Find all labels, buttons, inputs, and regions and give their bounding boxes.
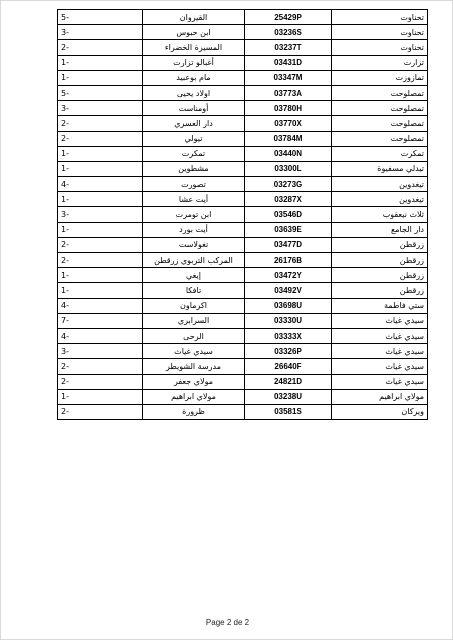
commune-cell: تمكرت [332,146,428,161]
establishment-cell: مام بوعبيد [143,70,245,85]
commune-cell: زرقطن [332,237,428,252]
establishment-cell: مشطوين [143,161,245,176]
count-cell: 3- [58,101,143,116]
establishment-cell: سيدي غياث [143,344,245,359]
code-cell: 03581S [245,404,332,419]
establishment-cell: اكرماون [143,298,245,313]
code-cell: 03773A [245,85,332,100]
commune-cell: تيغدوين [332,177,428,192]
commune-cell: زرقطن [332,253,428,268]
table-row [58,283,428,298]
establishment-cell: السرابري [143,313,245,328]
table-row [58,389,428,404]
table-row [58,70,428,85]
code-cell: 24821D [245,374,332,389]
commune-cell: ويركان [332,404,428,419]
establishment-cell: أغبالو تزارت [143,55,245,70]
establishment-cell: المركب التربوي زرقطن [143,253,245,268]
count-cell: 1- [58,146,143,161]
count-cell: 1- [58,192,143,207]
establishment-cell: تصورت [143,177,245,192]
code-cell: 25429P [245,10,332,25]
count-cell: 2- [58,131,143,146]
code-cell: 03639E [245,222,332,237]
code-cell: 03287X [245,192,332,207]
code-cell: 26176B [245,253,332,268]
establishment-cell: تافكا [143,283,245,298]
table-row [58,131,428,146]
table-row [58,328,428,343]
code-cell: 03300L [245,161,332,176]
count-cell: 2- [58,237,143,252]
code-cell: 03440N [245,146,332,161]
code-cell: 03238U [245,389,332,404]
establishment-cell: ابن حبوس [143,25,245,40]
code-cell: 03333X [245,328,332,343]
code-cell: 03347M [245,70,332,85]
code-cell: 03326P [245,344,332,359]
count-cell: 5- [58,10,143,25]
count-cell: 4- [58,298,143,313]
commune-cell: سيدي غياث [332,313,428,328]
code-cell: 03698U [245,298,332,313]
table-row [58,359,428,374]
establishment-cell: تغولاست [143,237,245,252]
establishment-cell: ابن تومرت [143,207,245,222]
count-cell: 1- [58,389,143,404]
count-cell: 3- [58,344,143,359]
establishment-cell: ظرورة [143,404,245,419]
commune-cell: تزارت [332,55,428,70]
code-cell: 03431D [245,55,332,70]
code-cell: 03492V [245,283,332,298]
count-cell: 7- [58,313,143,328]
table-row [58,85,428,100]
establishment-cell: تيولي [143,131,245,146]
commune-cell: تحناوت [332,25,428,40]
commune-cell: ستي فاطمة [332,298,428,313]
commune-cell: تيغدوين [332,192,428,207]
establishment-cell: أيت بورد [143,222,245,237]
count-cell: 2- [58,404,143,419]
code-cell: 03546D [245,207,332,222]
count-cell: 5- [58,85,143,100]
count-cell: 1- [58,268,143,283]
count-cell: 2- [58,359,143,374]
table-row [58,253,428,268]
table-row [58,25,428,40]
table-row [58,177,428,192]
commune-cell: دار الجامع [332,222,428,237]
table-row [58,10,428,25]
table-body [58,10,428,420]
establishment-cell: أيت عشا [143,192,245,207]
count-cell: 4- [58,177,143,192]
commune-cell: ثلاث نيعقوب [332,207,428,222]
count-cell: 2- [58,116,143,131]
establishment-cell: دار العسري [143,116,245,131]
code-cell: 03273G [245,177,332,192]
table-row [58,313,428,328]
code-cell: 03472Y [245,268,332,283]
table-row [58,237,428,252]
table-row [58,298,428,313]
table-row [58,101,428,116]
table-row [58,146,428,161]
commune-cell: سيدي غياث [332,359,428,374]
commune-cell: تمصلوحت [332,101,428,116]
establishment-cell: مولاي ابراهيم [143,389,245,404]
commune-cell: تحناوت [332,10,428,25]
establishment-cell: الرحى [143,328,245,343]
table-row [58,55,428,70]
commune-cell: تيدلي مسفيوة [332,161,428,176]
code-cell: 03770X [245,116,332,131]
commune-cell: سيدي غياث [332,328,428,343]
count-cell: 2- [58,253,143,268]
table-row [58,344,428,359]
page-footer: Page 2 de 2 [205,618,250,627]
count-cell: 1- [58,222,143,237]
results-table [57,9,428,420]
commune-cell: تحناوت [332,40,428,55]
code-cell: 03236S [245,25,332,40]
establishment-cell: أومناست [143,101,245,116]
code-cell: 03237T [245,40,332,55]
code-cell: 03330U [245,313,332,328]
table-row [58,374,428,389]
table-row [58,40,428,55]
establishment-cell: القيروان [143,10,245,25]
establishment-cell: اولاد يحيى [143,85,245,100]
table-row [58,222,428,237]
commune-cell: سيدي غياث [332,344,428,359]
commune-cell: تمصلوحت [332,85,428,100]
commune-cell: تمازوزت [332,70,428,85]
count-cell: 3- [58,207,143,222]
table-row [58,207,428,222]
table-row [58,192,428,207]
count-cell: 1- [58,161,143,176]
code-cell: 03780H [245,101,332,116]
count-cell: 1- [58,283,143,298]
code-cell: 03477D [245,237,332,252]
code-cell: 03784M [245,131,332,146]
commune-cell: تمصلوحت [332,131,428,146]
commune-cell: زرقطن [332,268,428,283]
establishment-cell: مولاي جعفر [143,374,245,389]
count-cell: 1- [58,55,143,70]
table-row [58,116,428,131]
count-cell: 4- [58,328,143,343]
table-row [58,161,428,176]
establishment-cell: مدرسة الشويطر [143,359,245,374]
commune-cell: مولاي ابراهيم [332,389,428,404]
count-cell: 1- [58,70,143,85]
count-cell: 2- [58,374,143,389]
establishment-cell: تمكرت [143,146,245,161]
code-cell: 26640F [245,359,332,374]
establishment-cell: إيغي [143,268,245,283]
table-row [58,268,428,283]
count-cell: 2- [58,40,143,55]
establishment-cell: المسيرة الخضراء [143,40,245,55]
commune-cell: تمصلوحت [332,116,428,131]
commune-cell: زرقطن [332,283,428,298]
commune-cell: سيدي غياث [332,374,428,389]
count-cell: 3- [58,25,143,40]
table-row [58,404,428,419]
